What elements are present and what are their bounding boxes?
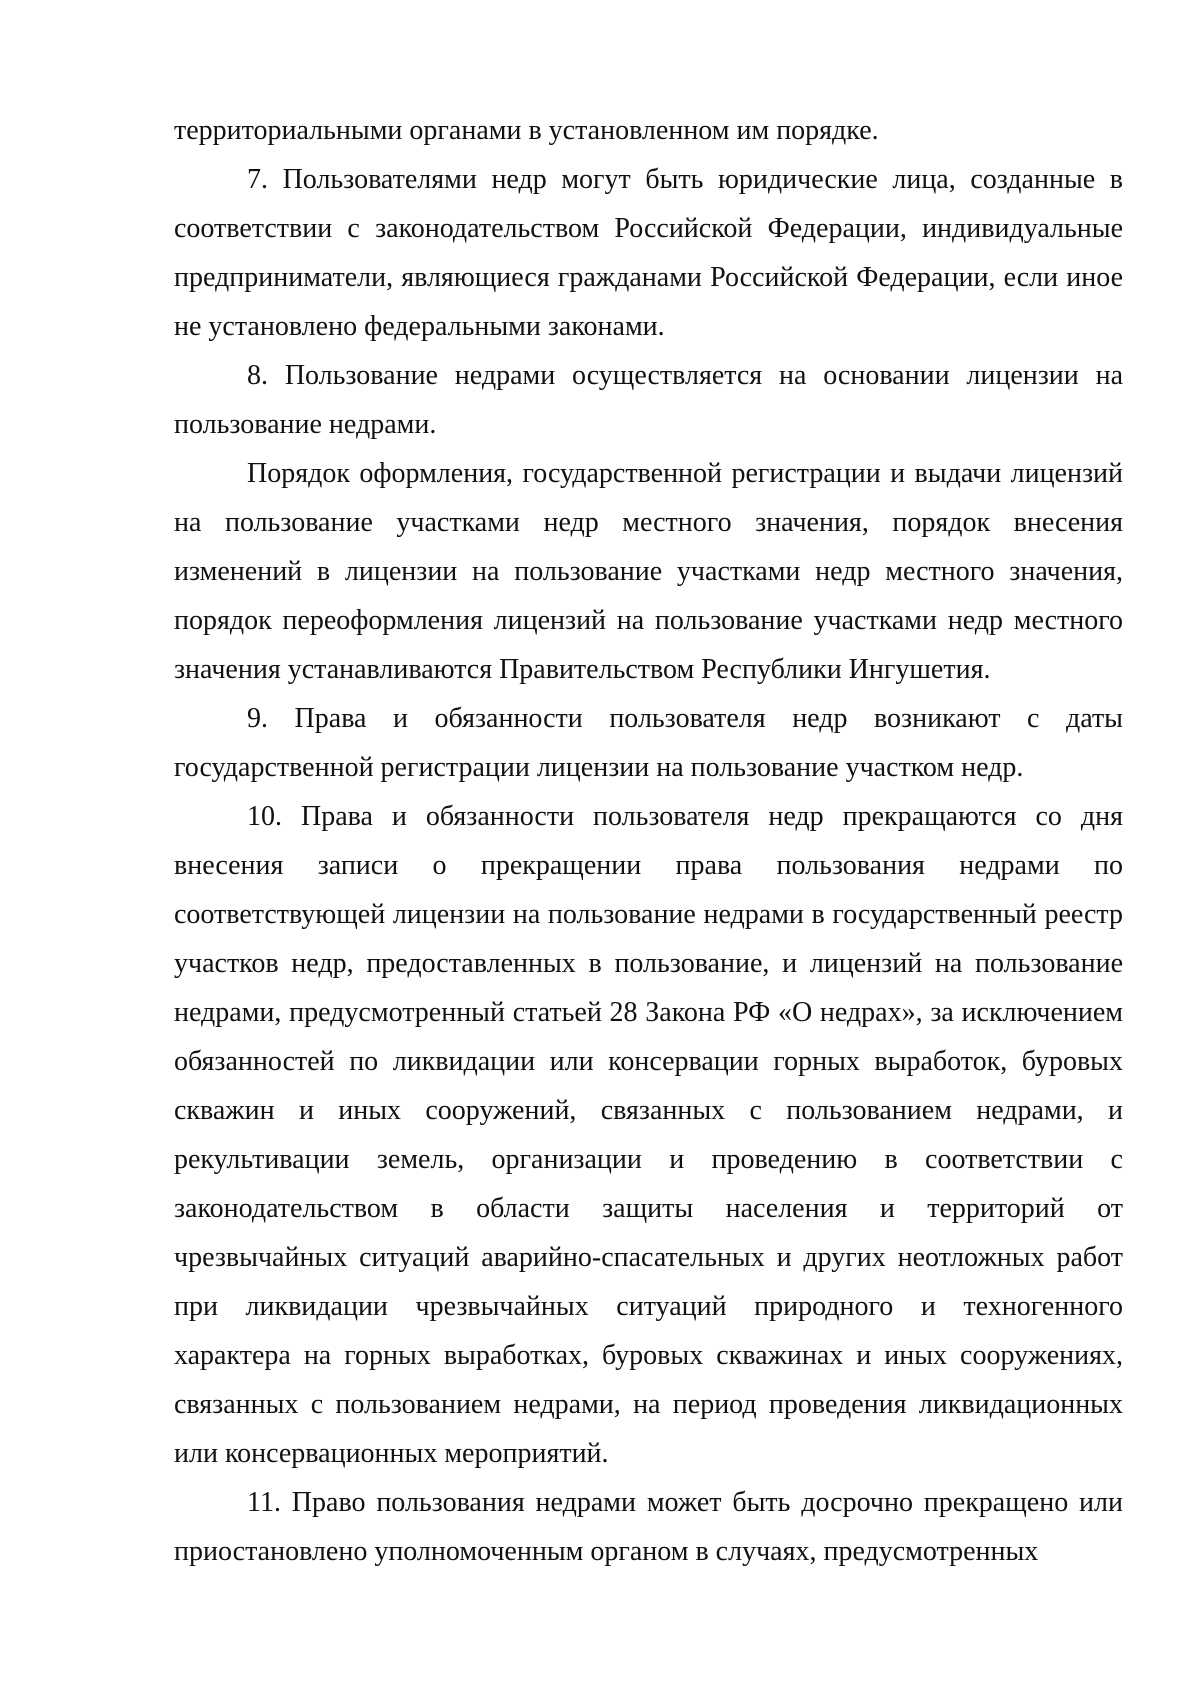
paragraph-11: 11. Право пользования недрами может быть досрочно прекращено или приостановлено уполномоченным органом в случаях, предусмотренных bbox=[174, 1487, 1123, 1567]
paragraph-7: 7. Пользователями недр могут быть юридические лица, созданные в соответствии с законодательством Российской Федерации, индивидуальные предприниматели, являющиеся гражданами Российской Федерации, если иное не установлено федеральными законами. bbox=[174, 164, 1123, 342]
paragraph-8: 8. Пользование недрами осуществляется на основании лицензии на пользование недрами. bbox=[174, 360, 1123, 440]
paragraph-9: 9. Права и обязанности пользователя недр возникают с даты государственной регистрации лицензии на пользование участком недр. bbox=[174, 703, 1123, 783]
document-body bbox=[174, 106, 1123, 1576]
paragraph-continuation: территориальными органами в установленном им порядке. bbox=[174, 115, 879, 146]
paragraph-10: 10. Права и обязанности пользователя недр прекращаются со дня внесения записи о прекращении права пользования недрами по соответствующей лицензии на пользование недрами в государственный реестр участков недр, предоставленных в пользование, и лицензий на пользование недрами, предусмотренный статьей 28 Закона РФ «О недрах», за исключением обязанностей по ликвидации или консервации горных выработок, буровых скважин и иных сооружений, связанных с пользованием недрами, и рекультивации земель, организации и проведению в соответствии с законодательством в области защиты населения и территорий от чрезвычайных ситуаций аварийно-спасательных и других неотложных работ при ликвидации чрезвычайных ситуаций природного и техногенного характера на горных выработках, буровых скважинах и иных сооружениях, связанных с пользованием недрами, на период проведения ликвидационных или консервационных мероприятий. bbox=[174, 801, 1123, 1469]
paragraph-licensing-procedure: Порядок оформления, государственной регистрации и выдачи лицензий на пользование участками недр местного значения, порядок внесения изменений в лицензии на пользование участками недр местного значения, порядок переоформления лицензий на пользование участками недр местного значения устанавливаются Правительством Республики Ингушетия. bbox=[174, 458, 1123, 685]
